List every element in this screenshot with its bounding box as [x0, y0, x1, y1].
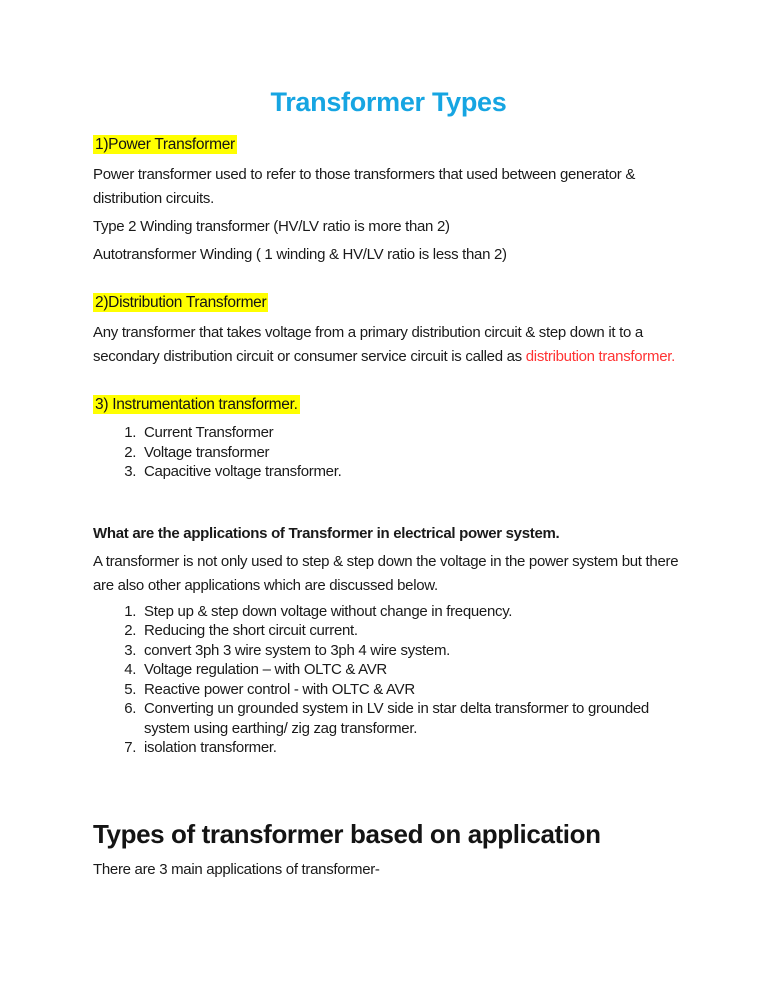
list-item: 7. isolation transformer.	[140, 738, 693, 758]
spacer	[93, 758, 693, 818]
highlighted-text-distribution: 2)Distribution Transformer	[95, 294, 267, 311]
applications-intro-paragraph: A transformer is not only used to step & step down the voltage in the power system but there are also other applications which are discussed below.	[93, 552, 679, 594]
list-item: 6. Converting un grounded system in LV side in star delta transformer to grounded system using earthing/ zig zag transformer.	[140, 699, 693, 738]
highlighted-text-instrumentation: 3) Instrumentation transformer.	[95, 396, 298, 413]
distribution-text-normal: Any transformer that takes voltage from a primary distribution circuit & step down it to a secondary distribution circuit or consumer service circuit is called as	[93, 324, 643, 365]
list-item: 5. Reactive power control - with OLTC & AVR	[140, 680, 693, 700]
paragraph-power-definition: Power transformer used to refer to those transformers that used between generator & distribution circuits.	[93, 166, 636, 207]
spacer	[93, 482, 693, 522]
instrumentation-list	[93, 423, 693, 482]
highlighted-text-power: 1)Power Transformer	[95, 136, 235, 153]
list-item: 3. Capacitive voltage transformer.	[140, 462, 693, 482]
list-item: 2. Reducing the short circuit current.	[140, 621, 693, 641]
applications-list	[93, 602, 693, 758]
document-title: Transformer Types	[270, 87, 507, 117]
applications-question-heading: What are the applications of Transformer in electrical power system.	[93, 524, 560, 542]
types-by-application-heading: Types of transformer based on application	[93, 818, 601, 849]
list-item: 4. Voltage regulation – with OLTC & AVR	[140, 660, 693, 680]
section-heading-distribution	[93, 291, 693, 315]
list-item: 3. convert 3ph 3 wire system to 3ph 4 wire system.	[140, 641, 693, 661]
list-item: 1. Current Transformer	[140, 423, 693, 443]
list-item: 1. Step up & step down voltage without change in frequency.	[140, 602, 693, 622]
distribution-text-red: distribution transformer.	[525, 348, 675, 365]
paragraph-distribution-definition	[93, 321, 693, 369]
section-heading-instrumentation	[93, 393, 693, 417]
list-item: 2. Voltage transformer	[140, 443, 693, 463]
section-heading-power	[93, 133, 693, 157]
spacer	[93, 271, 693, 291]
types-by-application-intro: There are 3 main applications of transformer-	[93, 860, 380, 878]
paragraph-two-winding: Type 2 Winding transformer (HV/LV ratio is more than 2)	[93, 218, 450, 235]
spacer	[93, 373, 693, 393]
paragraph-autotransformer: Autotransformer Winding ( 1 winding & HV/LV ratio is less than 2)	[93, 246, 507, 263]
